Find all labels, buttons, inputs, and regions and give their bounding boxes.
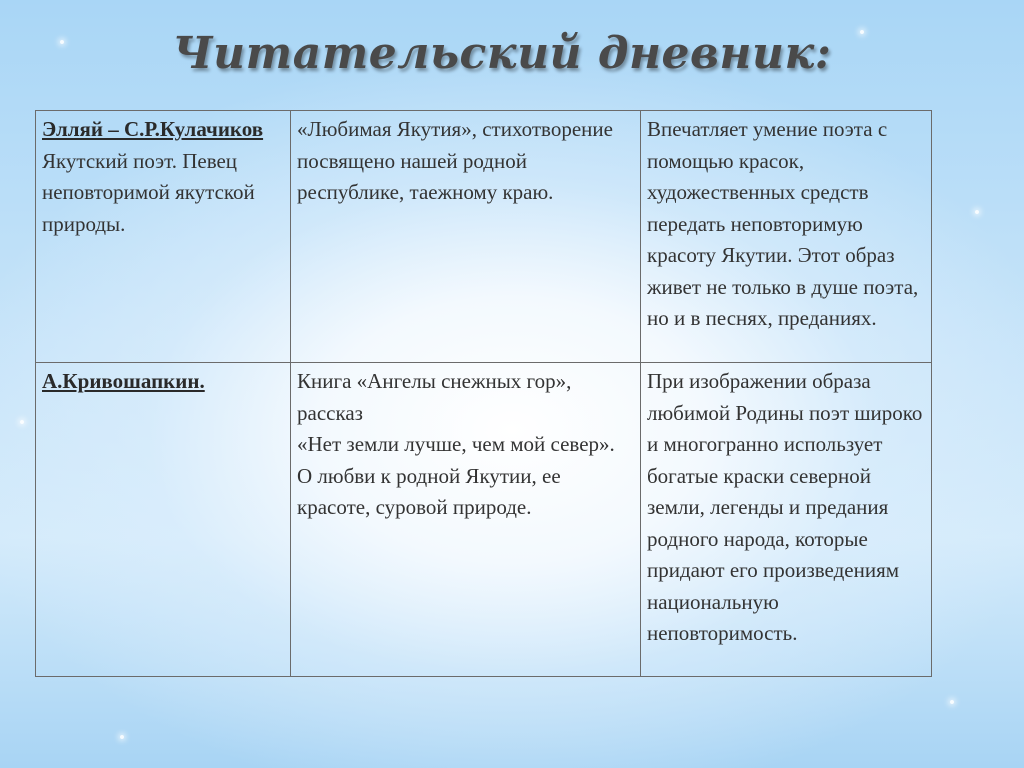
- author-cell: [36, 111, 291, 363]
- background-sparkle: [950, 700, 954, 704]
- work-story-title: «Нет земли лучше, чем мой север».: [297, 432, 615, 456]
- impression-text: При изображении образа любимой Родины поэт широко и многогранно использует богатые краски северной земли, легенды и предания родного народа, которые придают его произведениям национальную неповторимость.: [647, 369, 923, 645]
- work-title: Книга «Ангелы снежных гор», рассказ: [297, 369, 572, 425]
- work-description: «Любимая Якутия», стихотворение посвящено нашей родной республике, таежному краю.: [297, 117, 613, 204]
- author-cell: [36, 363, 291, 677]
- author-note: Якутский поэт. Певец неповторимой якутской природы.: [42, 148, 255, 236]
- impression-cell: [641, 111, 932, 363]
- background-sparkle: [120, 735, 124, 739]
- author-name: Элляй – С.Р.Кулачиков: [42, 117, 264, 141]
- table-row: [36, 111, 932, 363]
- background-sparkle: [975, 210, 979, 214]
- impression-text: Впечатляет умение поэта с помощью красок, художественных средств передать неповторимую красоту Якутии. Этот образ живет не только в душе поэта, но и в песнях, преданиях.: [647, 117, 919, 330]
- impression-cell: [641, 363, 932, 677]
- work-description: О любви к родной Якутии, ее красоте, суровой природе.: [297, 463, 561, 519]
- work-cell: [291, 363, 641, 677]
- table-row: [36, 363, 932, 677]
- work-cell: [291, 111, 641, 363]
- author-name: А.Кривошапкин.: [42, 369, 205, 393]
- reading-diary-table: [35, 110, 932, 677]
- background-sparkle: [20, 420, 24, 424]
- page-title: Читательский дневник:: [172, 28, 832, 79]
